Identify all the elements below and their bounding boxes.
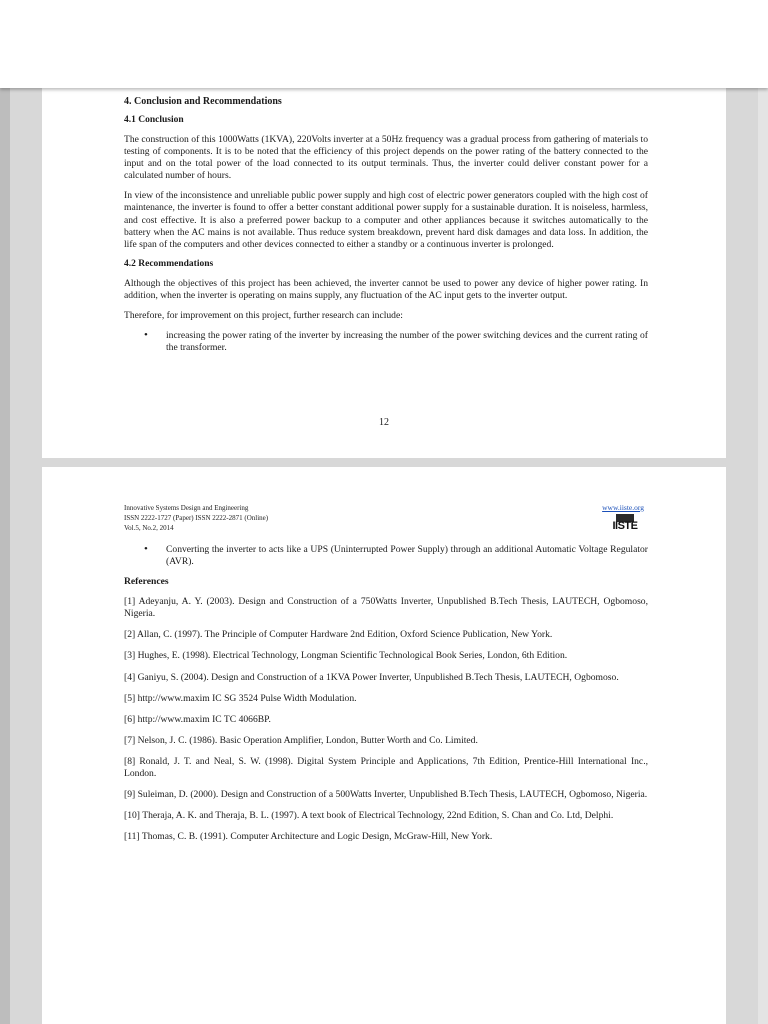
journal-name: Innovative Systems Design and Engineering	[124, 504, 249, 512]
reference-item: [9] Suleiman, D. (2000). Design and Construction of a 500Watts Inverter, Unpublished B.Tech Thesis, LAUTECH, Ogbomoso, Nigeria.	[124, 789, 648, 801]
bullet-text: Converting the inverter to acts like a UPS (Uninterrupted Power Supply) through an additional Automatic Voltage Regulator (AVR).	[166, 544, 648, 568]
bullet-icon: •	[144, 543, 148, 555]
paragraph: The construction of this 1000Watts (1KVA), 220Volts inverter at a 50Hz frequency was a gradual process from gathering of materials to testing of components. It is to be noted that the efficiency of this project depends on the power rating of the battery connected to the input and on the total power of the load connected to its output terminals. Thus, the inverter could deliver constant power for a calculated number of hours.	[124, 134, 648, 182]
page-content	[124, 500, 648, 852]
viewer-left-gutter	[0, 88, 10, 1024]
bullet-item	[124, 330, 648, 354]
bullet-text: increasing the power rating of the inverter by increasing the number of the power switching devices and the current rating of the transformer.	[166, 330, 648, 354]
reference-item: [7] Nelson, J. C. (1986). Basic Operation Amplifier, London, Butter Worth and Co. Limited.	[124, 734, 478, 746]
section-heading: 4. Conclusion and Recommendations	[124, 96, 282, 107]
reference-item: [11] Thomas, C. B. (1991). Computer Architecture and Logic Design, McGraw-Hill, New York.	[124, 831, 493, 843]
journal-url-link[interactable]: www.iiste.org	[602, 503, 644, 512]
page-number: 12	[379, 417, 389, 428]
reference-item: [4] Ganiyu, S. (2004). Design and Construction of a 1KVA Power Inverter, Unpublished B.Tech Thesis, LAUTECH, Ogbomoso.	[124, 671, 619, 683]
subsection-heading-recommendations: 4.2 Recommendations	[124, 258, 214, 269]
viewer-top-bar	[0, 0, 768, 88]
bullet-item	[124, 544, 648, 568]
viewer-right-gutter	[758, 88, 768, 1024]
subsection-heading-conclusion: 4.1 Conclusion	[124, 115, 184, 125]
reference-item: [6] http://www.maxim IC TC 4066BP.	[124, 713, 271, 725]
paragraph: Although the objectives of this project has been achieved, the inverter cannot be used to power any device of higher power rating. In addition, when the inverter is operating on mains supply, any fluctuation of the AC input gets to the inverter output.	[124, 277, 648, 301]
reference-item: [5] http://www.maxim IC SG 3524 Pulse Width Modulation.	[124, 692, 357, 704]
document-page-12	[42, 88, 726, 458]
reference-item: [10] Theraja, A. K. and Theraja, B. L. (1997). A text book of Electrical Technology, 22nd Edition, S. Chan and Co. Ltd, Delphi.	[124, 810, 614, 822]
references-heading: References	[124, 576, 169, 588]
paragraph: Therefore, for improvement on this project, further research can include:	[124, 310, 403, 322]
reference-item: [3] Hughes, E. (1998). Electrical Technology, Longman Scientific Technological Book Series, London, 6th Edition.	[124, 650, 568, 662]
bullet-icon: •	[144, 329, 148, 342]
reference-item: [1] Adeyanju, A. Y. (2003). Design and Construction of a 750Watts Inverter, Unpublished B.Tech Thesis, LAUTECH, Ogbomoso, Nigeria.	[124, 596, 648, 620]
document-page-13	[42, 467, 726, 1024]
reference-item: [8] Ronald, J. T. and Neal, S. W. (1998). Digital System Principle and Applications, 7th Edition, Prentice-Hill International Inc., London.	[124, 755, 648, 780]
paragraph: In view of the inconsistence and unreliable public power supply and high cost of electric power generators coupled with the high cost of maintenance, the inverter is found to offer a better constant additional power supply for a sustainable duration. It is noiseless, harmless, and cost effective. It is also a preferred power backup to a computer and other appliances because it switches automatically to the battery when the AC mains is not available. Thus reduce system breakdown, prevent hard disk damages and data loss. In addition, the life span of the computers and other devices connected to either a standby or a continuous inverter is prolonged.	[124, 190, 648, 250]
page-content	[124, 96, 648, 362]
journal-issn: ISSN 2222-1727 (Paper) ISSN 2222-2871 (Online)	[124, 514, 269, 522]
logo-text: IISTE	[612, 520, 638, 532]
reference-item: [2] Allan, C. (1997). The Principle of Computer Hardware 2nd Edition, Oxford Science Publication, New York.	[124, 629, 553, 641]
journal-volume: Vol.5, No.2, 2014	[124, 524, 174, 532]
